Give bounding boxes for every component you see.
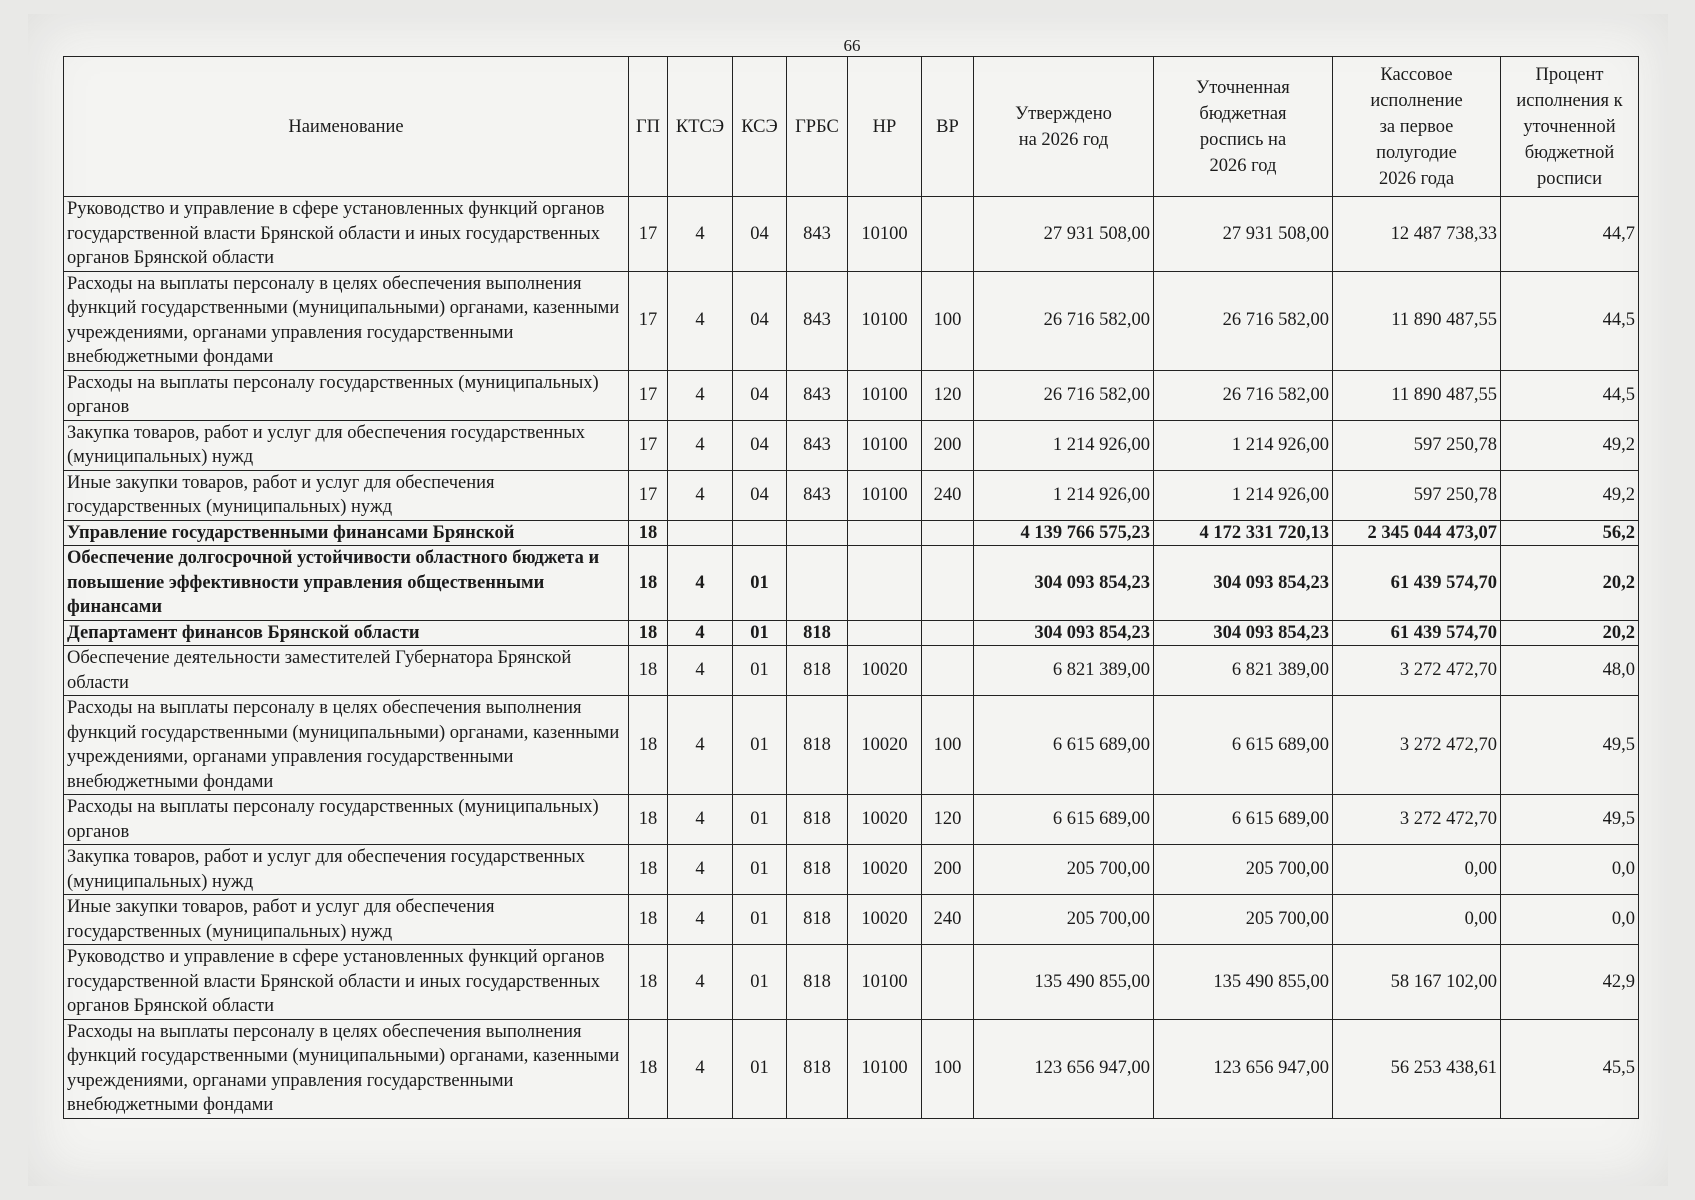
cell-nr: 10020 — [848, 646, 922, 696]
cell-refined: 205 700,00 — [1154, 895, 1333, 945]
table-row — [64, 696, 1639, 795]
cell-gp: 18 — [629, 945, 668, 1020]
cell-kse: 01 — [733, 696, 787, 795]
cell-nr: 10020 — [848, 696, 922, 795]
cell-vr — [922, 646, 974, 696]
cell-percent: 45,5 — [1501, 1019, 1639, 1118]
cell-gp: 18 — [629, 895, 668, 945]
cell-gp: 17 — [629, 370, 668, 420]
cell-refined: 304 093 854,23 — [1154, 620, 1333, 646]
cell-approved: 6 615 689,00 — [974, 795, 1154, 845]
cell-nr: 10020 — [848, 845, 922, 895]
cell-grbs — [787, 520, 848, 546]
cell-kse: 01 — [733, 945, 787, 1020]
header-refined: Уточненная бюджетная роспись на 2026 год — [1154, 57, 1333, 197]
cell-vr: 200 — [922, 420, 974, 470]
cell-cash: 56 253 438,61 — [1333, 1019, 1501, 1118]
cell-refined: 135 490 855,00 — [1154, 945, 1333, 1020]
cell-kse: 04 — [733, 370, 787, 420]
cell-gp: 18 — [629, 546, 668, 621]
cell-approved: 205 700,00 — [974, 845, 1154, 895]
cell-vr — [922, 546, 974, 621]
cell-percent: 49,2 — [1501, 420, 1639, 470]
cell-vr: 240 — [922, 895, 974, 945]
cell-percent: 56,2 — [1501, 520, 1639, 546]
table-row — [64, 420, 1639, 470]
cell-grbs: 818 — [787, 1019, 848, 1118]
cell-cash: 597 250,78 — [1333, 470, 1501, 520]
cell-vr — [922, 945, 974, 1020]
cell-nr: 10100 — [848, 420, 922, 470]
table-row — [64, 370, 1639, 420]
cell-refined: 304 093 854,23 — [1154, 546, 1333, 621]
cell-ktse: 4 — [668, 696, 733, 795]
cell-grbs: 818 — [787, 795, 848, 845]
cell-name: Закупка товаров, работ и услуг для обеспечения государственных (муниципальных) нужд — [64, 420, 629, 470]
cell-approved: 205 700,00 — [974, 895, 1154, 945]
cell-ktse: 4 — [668, 646, 733, 696]
cell-grbs: 843 — [787, 420, 848, 470]
cell-vr — [922, 620, 974, 646]
cell-name: Расходы на выплаты персоналу государственных (муниципальных) органов — [64, 370, 629, 420]
cell-nr: 10100 — [848, 370, 922, 420]
cell-gp: 18 — [629, 620, 668, 646]
cell-vr: 120 — [922, 795, 974, 845]
table-row — [64, 470, 1639, 520]
cell-refined: 123 656 947,00 — [1154, 1019, 1333, 1118]
cell-ktse: 4 — [668, 197, 733, 272]
cell-name: Обеспечение долгосрочной устойчивости областного бюджета и повышение эффективности управления общественными финансами — [64, 546, 629, 621]
cell-name: Расходы на выплаты персоналу государственных (муниципальных) органов — [64, 795, 629, 845]
cell-ktse: 4 — [668, 895, 733, 945]
table-row — [64, 620, 1639, 646]
cell-ktse — [668, 520, 733, 546]
cell-vr: 100 — [922, 271, 974, 370]
cell-percent: 44,5 — [1501, 271, 1639, 370]
cell-gp: 17 — [629, 470, 668, 520]
header-approved: Утверждено на 2026 год — [974, 57, 1154, 197]
table-row — [64, 271, 1639, 370]
cell-refined: 1 214 926,00 — [1154, 420, 1333, 470]
cell-ktse: 4 — [668, 945, 733, 1020]
cell-grbs: 843 — [787, 197, 848, 272]
cell-percent: 44,5 — [1501, 370, 1639, 420]
table-row — [64, 845, 1639, 895]
cell-ktse: 4 — [668, 845, 733, 895]
cell-name: Департамент финансов Брянской области — [64, 620, 629, 646]
cell-gp: 17 — [629, 271, 668, 370]
cell-refined: 27 931 508,00 — [1154, 197, 1333, 272]
cell-kse: 01 — [733, 1019, 787, 1118]
cell-grbs: 843 — [787, 271, 848, 370]
table-row — [64, 520, 1639, 546]
cell-cash: 11 890 487,55 — [1333, 271, 1501, 370]
cell-ktse: 4 — [668, 271, 733, 370]
cell-nr — [848, 620, 922, 646]
cell-gp: 18 — [629, 845, 668, 895]
cell-refined: 1 214 926,00 — [1154, 470, 1333, 520]
cell-refined: 26 716 582,00 — [1154, 271, 1333, 370]
cell-kse: 01 — [733, 546, 787, 621]
cell-refined: 6 615 689,00 — [1154, 795, 1333, 845]
cell-percent: 20,2 — [1501, 546, 1639, 621]
cell-kse: 01 — [733, 845, 787, 895]
cell-approved: 4 139 766 575,23 — [974, 520, 1154, 546]
cell-nr: 10100 — [848, 1019, 922, 1118]
table-row — [64, 795, 1639, 845]
cell-vr: 120 — [922, 370, 974, 420]
budget-execution-table — [63, 56, 1639, 1119]
cell-grbs: 818 — [787, 895, 848, 945]
cell-gp: 18 — [629, 696, 668, 795]
cell-ktse: 4 — [668, 370, 733, 420]
cell-refined: 4 172 331 720,13 — [1154, 520, 1333, 546]
table-row — [64, 646, 1639, 696]
cell-percent: 49,5 — [1501, 696, 1639, 795]
cell-vr — [922, 197, 974, 272]
cell-grbs: 843 — [787, 470, 848, 520]
cell-cash: 12 487 738,33 — [1333, 197, 1501, 272]
table-row — [64, 945, 1639, 1020]
cell-cash: 2 345 044 473,07 — [1333, 520, 1501, 546]
table-row — [64, 546, 1639, 621]
cell-kse: 01 — [733, 620, 787, 646]
cell-ktse: 4 — [668, 1019, 733, 1118]
cell-kse: 04 — [733, 470, 787, 520]
cell-percent: 44,7 — [1501, 197, 1639, 272]
cell-name: Управление государственными финансами Брянской — [64, 520, 629, 546]
cell-name: Закупка товаров, работ и услуг для обеспечения государственных (муниципальных) нужд — [64, 845, 629, 895]
cell-cash: 61 439 574,70 — [1333, 546, 1501, 621]
cell-grbs: 818 — [787, 845, 848, 895]
cell-approved: 304 093 854,23 — [974, 546, 1154, 621]
cell-nr: 10020 — [848, 795, 922, 845]
table-header-row — [64, 57, 1639, 197]
table-row — [64, 895, 1639, 945]
cell-refined: 205 700,00 — [1154, 845, 1333, 895]
cell-nr: 10020 — [848, 895, 922, 945]
cell-cash: 11 890 487,55 — [1333, 370, 1501, 420]
cell-nr — [848, 546, 922, 621]
cell-ktse: 4 — [668, 795, 733, 845]
cell-percent: 48,0 — [1501, 646, 1639, 696]
cell-gp: 18 — [629, 1019, 668, 1118]
cell-ktse: 4 — [668, 546, 733, 621]
cell-vr: 100 — [922, 1019, 974, 1118]
table-row — [64, 197, 1639, 272]
cell-vr — [922, 520, 974, 546]
page-number: 66 — [843, 36, 861, 55]
cell-cash: 3 272 472,70 — [1333, 696, 1501, 795]
cell-nr: 10100 — [848, 945, 922, 1020]
cell-approved: 1 214 926,00 — [974, 470, 1154, 520]
cell-cash: 0,00 — [1333, 895, 1501, 945]
cell-refined: 6 821 389,00 — [1154, 646, 1333, 696]
cell-ktse: 4 — [668, 620, 733, 646]
cell-grbs: 843 — [787, 370, 848, 420]
cell-percent: 42,9 — [1501, 945, 1639, 1020]
cell-vr: 240 — [922, 470, 974, 520]
cell-cash: 3 272 472,70 — [1333, 646, 1501, 696]
cell-grbs: 818 — [787, 646, 848, 696]
cell-kse: 04 — [733, 420, 787, 470]
cell-gp: 17 — [629, 420, 668, 470]
cell-refined: 6 615 689,00 — [1154, 696, 1333, 795]
cell-approved: 1 214 926,00 — [974, 420, 1154, 470]
cell-approved: 135 490 855,00 — [974, 945, 1154, 1020]
cell-gp: 18 — [629, 520, 668, 546]
cell-vr: 200 — [922, 845, 974, 895]
cell-kse: 04 — [733, 197, 787, 272]
cell-percent: 49,5 — [1501, 795, 1639, 845]
cell-name: Расходы на выплаты персоналу в целях обеспечения выполнения функций государственными (муниципальными) органами, казенными учреждениями, органами управления государственными внебюджетными фондами — [64, 1019, 629, 1118]
cell-kse — [733, 520, 787, 546]
cell-cash: 58 167 102,00 — [1333, 945, 1501, 1020]
cell-refined: 26 716 582,00 — [1154, 370, 1333, 420]
table-body — [64, 197, 1639, 1119]
cell-approved: 6 615 689,00 — [974, 696, 1154, 795]
cell-approved: 304 093 854,23 — [974, 620, 1154, 646]
header-ktse: КТСЭ — [668, 57, 733, 197]
cell-cash: 0,00 — [1333, 845, 1501, 895]
cell-approved: 26 716 582,00 — [974, 370, 1154, 420]
cell-name: Обеспечение деятельности заместителей Губернатора Брянской области — [64, 646, 629, 696]
cell-ktse: 4 — [668, 470, 733, 520]
table-row — [64, 1019, 1639, 1118]
cell-grbs — [787, 546, 848, 621]
header-kse: КСЭ — [733, 57, 787, 197]
cell-percent: 20,2 — [1501, 620, 1639, 646]
cell-percent: 0,0 — [1501, 895, 1639, 945]
header-name: Наименование — [64, 57, 629, 197]
cell-cash: 3 272 472,70 — [1333, 795, 1501, 845]
cell-kse: 01 — [733, 646, 787, 696]
cell-cash: 61 439 574,70 — [1333, 620, 1501, 646]
cell-name: Расходы на выплаты персоналу в целях обеспечения выполнения функций государственными (муниципальными) органами, казенными учреждениями, органами управления государственными внебюджетными фондами — [64, 696, 629, 795]
cell-grbs: 818 — [787, 696, 848, 795]
header-cash: Кассовое исполнение за первое полугодие 2026 года — [1333, 57, 1501, 197]
cell-approved: 123 656 947,00 — [974, 1019, 1154, 1118]
header-gp: ГП — [629, 57, 668, 197]
cell-nr — [848, 520, 922, 546]
header-percent: Процент исполнения к уточненной бюджетной росписи — [1501, 57, 1639, 197]
cell-vr: 100 — [922, 696, 974, 795]
cell-name: Иные закупки товаров, работ и услуг для обеспечения государственных (муниципальных) нужд — [64, 895, 629, 945]
cell-kse: 01 — [733, 895, 787, 945]
header-grbs: ГРБС — [787, 57, 848, 197]
cell-percent: 49,2 — [1501, 470, 1639, 520]
cell-approved: 6 821 389,00 — [974, 646, 1154, 696]
cell-name: Иные закупки товаров, работ и услуг для обеспечения государственных (муниципальных) нужд — [64, 470, 629, 520]
cell-kse: 01 — [733, 795, 787, 845]
cell-grbs: 818 — [787, 945, 848, 1020]
cell-nr: 10100 — [848, 470, 922, 520]
cell-kse: 04 — [733, 271, 787, 370]
cell-gp: 17 — [629, 197, 668, 272]
cell-nr: 10100 — [848, 197, 922, 272]
cell-approved: 27 931 508,00 — [974, 197, 1154, 272]
cell-ktse: 4 — [668, 420, 733, 470]
cell-cash: 597 250,78 — [1333, 420, 1501, 470]
cell-percent: 0,0 — [1501, 845, 1639, 895]
cell-grbs: 818 — [787, 620, 848, 646]
cell-approved: 26 716 582,00 — [974, 271, 1154, 370]
cell-name: Руководство и управление в сфере установленных функций органов государственной власти Брянской области и иных государственных органов Брянской области — [64, 945, 629, 1020]
cell-gp: 18 — [629, 795, 668, 845]
cell-gp: 18 — [629, 646, 668, 696]
cell-name: Расходы на выплаты персоналу в целях обеспечения выполнения функций государственными (муниципальными) органами, казенными учреждениями, органами управления государственными внебюджетными фондами — [64, 271, 629, 370]
header-vr: ВР — [922, 57, 974, 197]
header-nr: НР — [848, 57, 922, 197]
cell-nr: 10100 — [848, 271, 922, 370]
cell-name: Руководство и управление в сфере установленных функций органов государственной власти Брянской области и иных государственных органов Брянской области — [64, 197, 629, 272]
